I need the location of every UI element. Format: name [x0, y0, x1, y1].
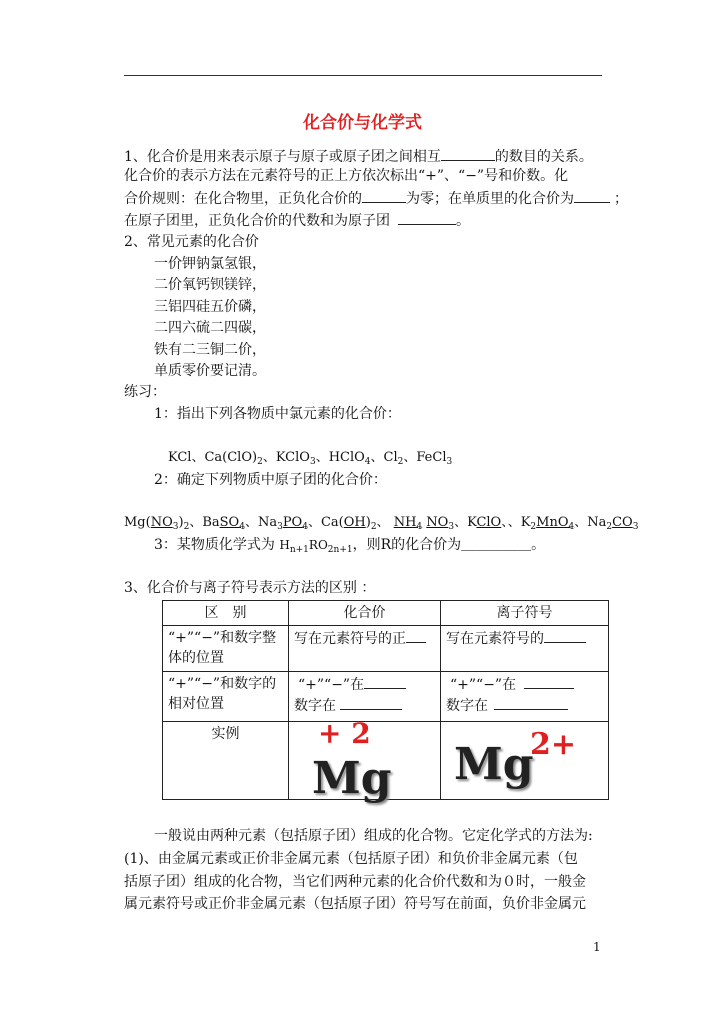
- table-cell: 实例: [163, 722, 289, 800]
- closing-line: 括原子团）组成的化合物，当它们两种元素的化合价代数和为０时，一般金: [124, 874, 586, 890]
- fill-blank[interactable]: [544, 628, 586, 643]
- closing-line: (1)、由金属元素或正价非金属元素（包括原子团）和负价非金属元素（包: [124, 851, 578, 867]
- header-rule: [124, 75, 602, 76]
- fill-blank[interactable]: [524, 674, 574, 689]
- fill-blank[interactable]: [364, 674, 406, 689]
- question-1: 1：指出下列各物质中氯元素的化合价：: [154, 406, 401, 422]
- table-cell: 写在元素符号的正: [289, 626, 441, 672]
- table-cell: “+”“−”在 数字在: [441, 672, 609, 722]
- page-number: 1: [593, 940, 601, 954]
- table-cell: 写在元素符号的: [441, 626, 609, 672]
- para1-line4: 在原子团里，正负化合价的代数和为原子团 。: [124, 210, 470, 231]
- para1-line1: 1、化合价是用来表示原子与原子或原子团之间相互 的数目的关系。: [124, 146, 593, 167]
- rhyme-line: 二价氧钙钡镁锌，: [154, 277, 266, 293]
- rhyme-line: 铁有二三铜二价，: [154, 342, 266, 358]
- fill-blank[interactable]: [340, 695, 402, 710]
- formula-list-2: $Mg(NO_3)_2$、BaSO$_4$、$Na_3PO_4$、$Ca(OH)_2$、 $NH_4$ $NO_3$、KClO、、$K_2MnO_4$、$Na_2CO_3$: [124, 515, 639, 532]
- closing-line: 属元素符号或正价非金属元素（包括原子团）符号写在前面，负价非金属元: [124, 896, 586, 912]
- rhyme-line: 一价钾钠氯氢银，: [154, 256, 266, 272]
- page-title: 化合价与化学式: [303, 113, 422, 133]
- table-header-row: [163, 601, 609, 626]
- practice-label: 练习：: [124, 384, 166, 400]
- rhyme-line: 二四六硫二四碳，: [154, 320, 266, 336]
- fill-blank[interactable]: [494, 695, 568, 710]
- para1-line3: 合价规则：在化合物里，正负化合价的 为零；在单质里的化合价为 ；: [124, 188, 628, 209]
- valence-element-symbol: Mg: [312, 753, 392, 804]
- table-header: 化合价: [289, 601, 441, 626]
- rhyme-line: 三铝四硅五价磷，: [154, 299, 266, 315]
- fill-blank[interactable]: [362, 188, 406, 203]
- table-cell: “+”“−”和数字的相对位置: [163, 672, 289, 722]
- closing-line: 一般说由两种元素（包括原子团）组成的化合物。它定化学式的方法为:: [154, 828, 593, 844]
- section2-heading: 2、常见元素的化合价: [124, 234, 259, 250]
- ion-element-symbol: Mg: [454, 739, 534, 790]
- rhyme-line: 单质零价要记清。: [154, 363, 266, 379]
- question-3: 3：某物质化学式为 $H_{n+1}RO_{2n+1}$，则R的化合价为＿＿＿＿＿。: [154, 537, 546, 555]
- section3-heading: 3、化合价与离子符号表示方法的区别 ：: [124, 580, 376, 596]
- para1-line2: 化合价的表示方法在元素符号的正上方依次标出“+”、“−”号和价数。化: [124, 168, 569, 184]
- question-2: 2：确定下列物质中原子团的化合价：: [154, 472, 387, 488]
- valence-charge-label: + 2: [318, 717, 371, 750]
- fill-blank[interactable]: [441, 146, 495, 161]
- fill-blank[interactable]: [574, 188, 610, 203]
- ion-charge-label: 2+: [530, 727, 577, 762]
- table-header: 区 别: [163, 601, 289, 626]
- table-cell: “+”“−”和数字整体的位置: [163, 626, 289, 672]
- fill-blank[interactable]: [398, 210, 456, 225]
- table-header: 离子符号: [441, 601, 609, 626]
- fill-blank[interactable]: [406, 628, 426, 643]
- table-row: [163, 626, 609, 672]
- table-row: [163, 672, 609, 722]
- formula-list-1: KCl、$Ca(ClO)_2$、KClO$_3$、HClO$_4$、$Cl_2$、FeCl$_3$: [168, 450, 453, 467]
- table-cell: “+”“−”在 数字在: [289, 672, 441, 722]
